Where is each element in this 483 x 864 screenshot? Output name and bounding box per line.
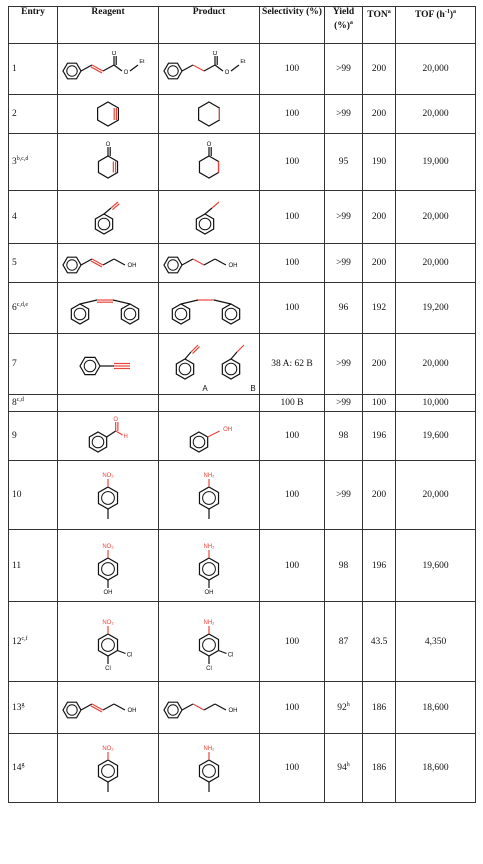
product-cell <box>159 682 260 734</box>
yield-cell: 98 <box>325 412 363 461</box>
chloro-label-meta: Cl <box>126 652 133 658</box>
ton-cell: 43.5 <box>363 602 396 682</box>
reagent-structure-10 <box>60 462 156 528</box>
tof-cell: 19,600 <box>396 412 476 461</box>
product-structure-13 <box>161 690 257 726</box>
selectivity-cell: 100 <box>260 461 325 530</box>
entry-cell: 10 <box>9 461 58 530</box>
table-row <box>9 734 476 803</box>
product-structure-14 <box>161 735 257 801</box>
entry-cell: 3$^{b,c,d}$ <box>9 134 58 191</box>
product-structure-5 <box>161 245 257 281</box>
yield-cell: >99 <box>325 461 363 530</box>
yield-cell: >99 <box>325 334 363 395</box>
tof-cell: 10,000 <box>396 395 476 412</box>
reagent-cell <box>58 283 159 334</box>
ton-cell: 200 <box>363 244 396 283</box>
entry-cell: 11 <box>9 530 58 602</box>
product-cell <box>159 395 260 412</box>
aldehyde-hydrogen-label: H <box>123 434 128 440</box>
entry-cell: 2 <box>9 95 58 134</box>
reagent-structure-5 <box>60 245 156 281</box>
chain-end-label: OH <box>127 263 137 269</box>
ton-cell: 196 <box>363 412 396 461</box>
ethyl-label: Et <box>139 59 145 65</box>
selectivity-cell: 100 <box>260 530 325 602</box>
product-cell <box>159 602 260 682</box>
ester-oxygen-label: O <box>224 70 230 76</box>
yield-cell: >99 <box>325 95 363 134</box>
para-group-label: NH₂ <box>203 543 215 550</box>
ton-cell: 200 <box>363 95 396 134</box>
yield-cell: 94$^h$ <box>325 734 363 803</box>
product-cell <box>159 95 260 134</box>
product-cell <box>159 134 260 191</box>
table-row <box>9 191 476 244</box>
reagent-cell <box>58 602 159 682</box>
ton-cell: 200 <box>363 461 396 530</box>
tof-cell: 20,000 <box>396 461 476 530</box>
entry-cell: 9 <box>9 412 58 461</box>
product-cell <box>159 334 260 395</box>
product-label-a: A <box>202 384 208 393</box>
product-structure-7 <box>161 335 257 393</box>
reagent-structure-11 <box>60 533 156 599</box>
tof-cell: 4,350 <box>396 602 476 682</box>
header-product: Product <box>159 7 260 44</box>
table-row <box>9 283 476 334</box>
selectivity-cell: 100 <box>260 244 325 283</box>
entry-cell: 1 <box>9 44 58 95</box>
reagent-cell <box>58 682 159 734</box>
tof-cell: 18,600 <box>396 734 476 803</box>
selectivity-cell: 100 <box>260 283 325 334</box>
product-cell <box>159 734 260 803</box>
reagent-cell <box>58 530 159 602</box>
header-selectivity: Selectivity (%) <box>260 7 325 44</box>
selectivity-cell: 100 <box>260 602 325 682</box>
table-row <box>9 95 476 134</box>
product-structure-3 <box>161 141 257 183</box>
para-group-label: NH₂ <box>203 619 215 626</box>
reagent-cell <box>58 95 159 134</box>
product-structure-12 <box>161 609 257 675</box>
table-row <box>9 602 476 682</box>
product-structure-10 <box>161 462 257 528</box>
tof-cell: 20,000 <box>396 244 476 283</box>
tof-cell: 18,600 <box>396 682 476 734</box>
ton-cell: 100 <box>363 395 396 412</box>
yield-cell: 87 <box>325 602 363 682</box>
hydroxyl-label: OH <box>204 589 214 596</box>
yield-cell: >99 <box>325 244 363 283</box>
selectivity-cell: 100 <box>260 412 325 461</box>
reagent-cell <box>58 461 159 530</box>
tof-cell: 19,200 <box>396 283 476 334</box>
entry-cell: 4 <box>9 191 58 244</box>
entry-cell: 5 <box>9 244 58 283</box>
reagent-structure-14 <box>60 735 156 801</box>
product-label-b: B <box>250 384 256 393</box>
header-tof: TOF $(h^{-1})^a$ <box>396 7 476 44</box>
hydroxyl-label: OH <box>103 589 113 596</box>
product-structure-4 <box>161 196 257 238</box>
ester-oxygen-label: O <box>123 70 129 76</box>
reagent-structure-1 <box>60 51 156 87</box>
entry-cell: 12$^{c,f}$ <box>9 602 58 682</box>
reagent-cell <box>58 244 159 283</box>
reagent-structure-9 <box>60 416 156 456</box>
product-structure-11 <box>161 533 257 599</box>
table-row <box>9 461 476 530</box>
product-cell <box>159 530 260 602</box>
table-row <box>9 334 476 395</box>
reagent-structure-3 <box>60 141 156 183</box>
chain-end-label: OH <box>127 707 137 714</box>
table-row <box>9 530 476 602</box>
para-group-label: NH₂ <box>203 746 215 752</box>
para-group-label: NO₂ <box>102 619 114 626</box>
entry-cell: 8$^{c,d}$ <box>9 395 58 412</box>
header-reagent: Reagent <box>58 7 159 44</box>
header-yield: Yield (%)$^a$ <box>325 7 363 44</box>
para-group-label: NO₂ <box>102 473 114 479</box>
ethyl-label: Et <box>240 59 246 65</box>
selectivity-cell: 100 <box>260 682 325 734</box>
ton-cell: 200 <box>363 334 396 395</box>
selectivity-cell: 38 A: 62 B <box>260 334 325 395</box>
chain-end-label: OH <box>228 707 238 714</box>
tof-cell: 19,000 <box>396 134 476 191</box>
yield-cell: 96 <box>325 283 363 334</box>
product-structure-1 <box>161 51 257 87</box>
yield-cell: 95 <box>325 134 363 191</box>
table-row <box>9 395 476 412</box>
carbonyl-oxygen-label: O <box>111 51 117 57</box>
product-structure-2 <box>161 96 257 132</box>
chloro-label-para: Cl <box>105 665 111 672</box>
tof-cell: 20,000 <box>396 334 476 395</box>
table-row <box>9 244 476 283</box>
ton-cell: 186 <box>363 734 396 803</box>
reagent-cell <box>58 134 159 191</box>
reagent-structure-13 <box>60 690 156 726</box>
reagent-cell <box>58 44 159 95</box>
reagent-structure-12 <box>60 609 156 675</box>
product-cell <box>159 44 260 95</box>
reagent-cell <box>58 334 159 395</box>
product-cell <box>159 244 260 283</box>
chloro-label-meta: Cl <box>227 652 234 658</box>
para-group-label: NO₂ <box>102 543 114 550</box>
table-row <box>9 44 476 95</box>
product-cell <box>159 283 260 334</box>
reagent-cell <box>58 734 159 803</box>
alcohol-label: OH <box>223 427 233 433</box>
entry-cell: 14$^g$ <box>9 734 58 803</box>
yield-cell: >99 <box>325 395 363 412</box>
para-group-label: NH₂ <box>203 473 215 479</box>
selectivity-cell: 100 <box>260 95 325 134</box>
ketone-oxygen-label: O <box>105 142 111 148</box>
selectivity-cell: 100 <box>260 191 325 244</box>
ton-cell: 190 <box>363 134 396 191</box>
ton-cell: 192 <box>363 283 396 334</box>
reagent-cell <box>58 395 159 412</box>
selectivity-cell: 100 B <box>260 395 325 412</box>
product-cell <box>159 412 260 461</box>
product-structure-6 <box>161 288 257 328</box>
ton-cell: 200 <box>363 191 396 244</box>
table-row <box>9 412 476 461</box>
product-structure-9 <box>161 416 257 456</box>
selectivity-cell: 100 <box>260 44 325 95</box>
table-row <box>9 134 476 191</box>
para-group-label: NO₂ <box>102 746 114 752</box>
reagent-structure-4 <box>60 196 156 238</box>
tof-cell: 19,600 <box>396 530 476 602</box>
ton-cell: 196 <box>363 530 396 602</box>
reagent-structure-7 <box>60 344 156 384</box>
yield-cell: >99 <box>325 44 363 95</box>
reagent-structure-6 <box>60 288 156 328</box>
entry-cell: 13$^g$ <box>9 682 58 734</box>
selectivity-cell: 100 <box>260 734 325 803</box>
entry-cell: 6$^{c,d,e}$ <box>9 283 58 334</box>
yield-cell: 92$^h$ <box>325 682 363 734</box>
ton-cell: 186 <box>363 682 396 734</box>
yield-cell: >99 <box>325 191 363 244</box>
ketone-oxygen-label: O <box>206 142 212 148</box>
selectivity-cell: 100 <box>260 134 325 191</box>
reagent-cell <box>58 412 159 461</box>
header-row <box>9 7 476 44</box>
aldehyde-oxygen-label: O <box>113 417 118 423</box>
tof-cell: 20,000 <box>396 44 476 95</box>
ton-cell: 200 <box>363 44 396 95</box>
catalysis-results-table <box>8 6 476 803</box>
chain-end-label: OH <box>228 263 238 269</box>
table-row <box>9 682 476 734</box>
chloro-label-para: Cl <box>206 665 212 672</box>
product-cell <box>159 461 260 530</box>
entry-cell: 7 <box>9 334 58 395</box>
header-ton: TON$^a$ <box>363 7 396 44</box>
tof-cell: 20,000 <box>396 191 476 244</box>
reagent-structure-2 <box>60 96 156 132</box>
header-entry: Entry <box>9 7 58 44</box>
tof-cell: 20,000 <box>396 95 476 134</box>
yield-cell: 98 <box>325 530 363 602</box>
reagent-cell <box>58 191 159 244</box>
carbonyl-oxygen-label: O <box>212 51 218 57</box>
product-cell <box>159 191 260 244</box>
